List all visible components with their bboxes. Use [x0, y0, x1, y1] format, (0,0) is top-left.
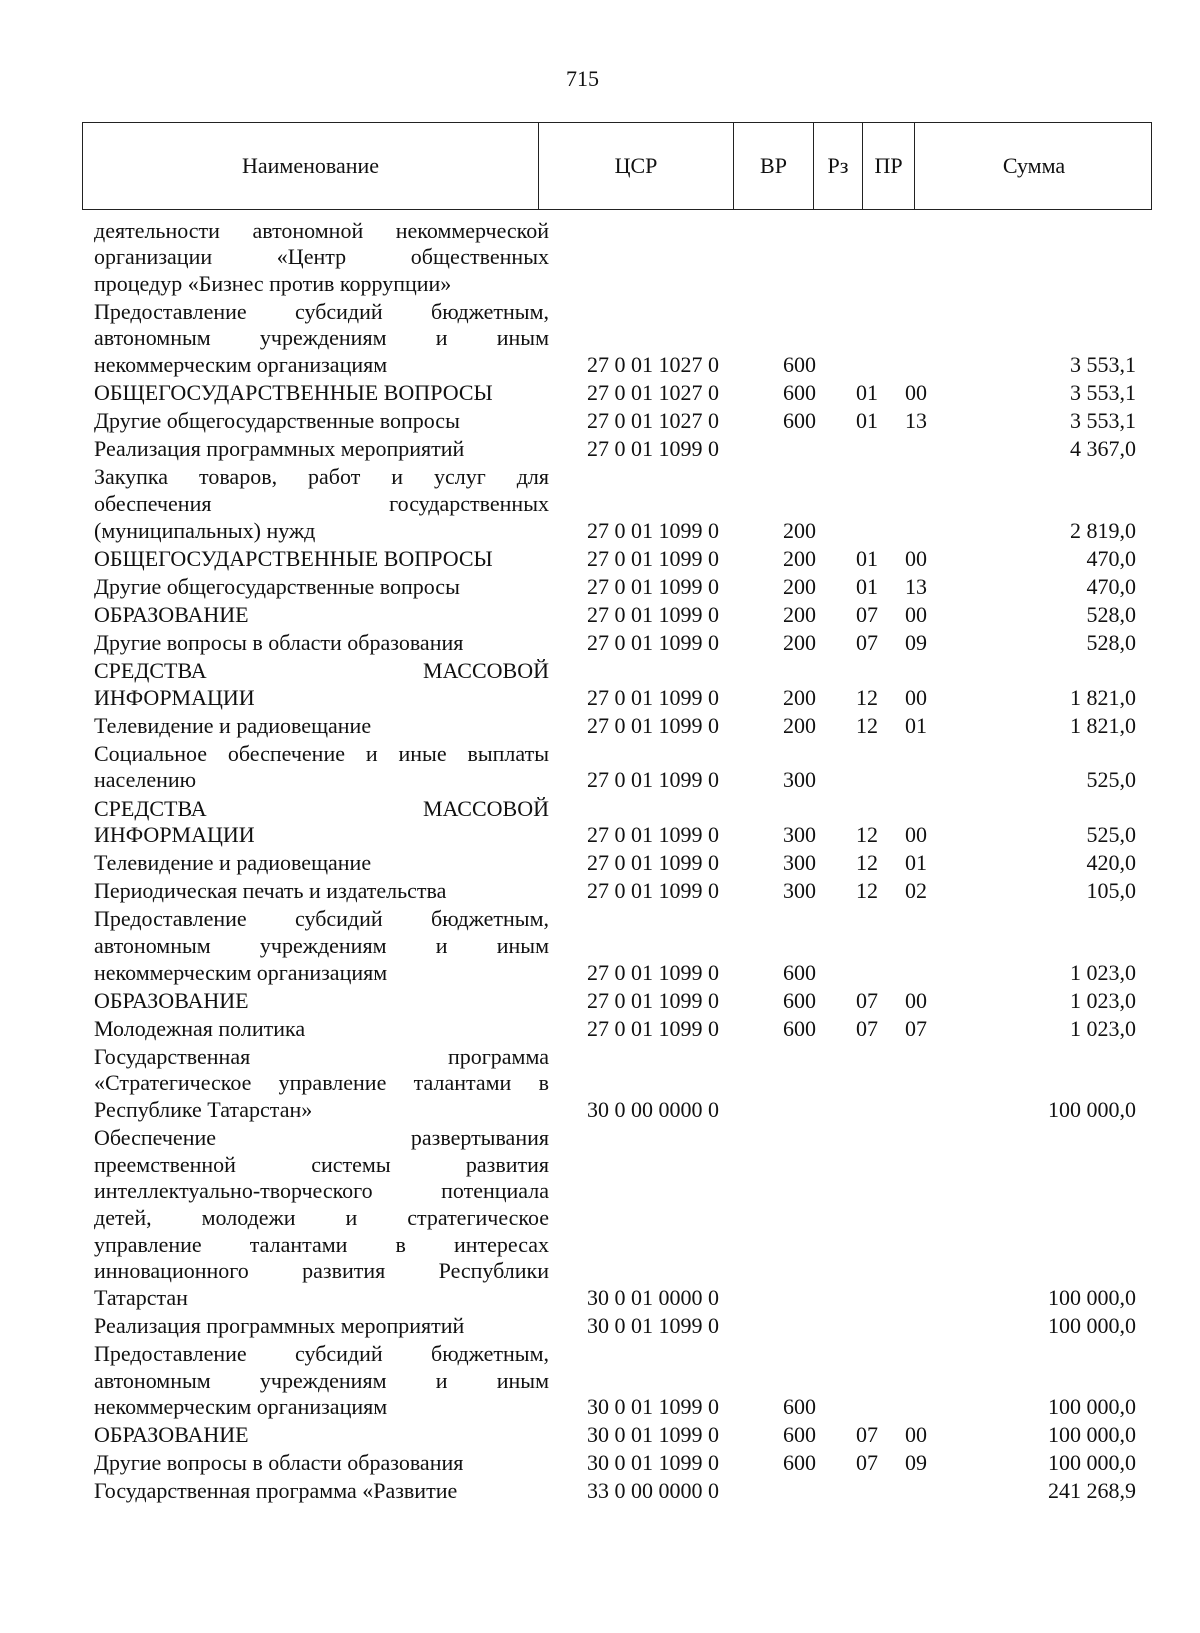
table-row	[0, 905, 1200, 986]
table-row	[0, 1449, 1200, 1477]
row-name-line: Предоставление субсидий бюджетным,	[94, 298, 549, 324]
row-name-line: ИНФОРМАЦИИ	[94, 822, 255, 848]
row-pr: 00	[905, 545, 927, 571]
row-sum: 525,0	[1086, 767, 1136, 793]
row-pr: 13	[905, 408, 927, 434]
row-name-line: ИНФОРМАЦИИ	[94, 684, 255, 710]
row-name-line: Государственная программа	[94, 1043, 549, 1069]
row-csr: 30 0 01 1099 0	[587, 1450, 719, 1476]
row-csr: 27 0 01 1099 0	[587, 822, 719, 848]
table-row	[0, 628, 1200, 656]
row-sum: 470,0	[1086, 573, 1136, 599]
table-header	[82, 122, 1152, 210]
row-csr: 33 0 00 0000 0	[587, 1478, 719, 1504]
row-name-line: обеспечения государственных	[94, 490, 549, 516]
row-pr: 01	[905, 712, 927, 738]
row-vr: 300	[783, 822, 816, 848]
row-name-line: Другие вопросы в области образования	[94, 1450, 464, 1476]
row-name	[94, 1044, 549, 1124]
row-name-line: Республике Татарстан»	[94, 1097, 313, 1123]
header-csr: ЦСР	[539, 123, 734, 209]
header-sum: Сумма	[1002, 153, 1066, 178]
row-vr: 200	[783, 517, 816, 543]
row-name	[94, 602, 549, 629]
table-row	[0, 600, 1200, 628]
row-name	[94, 380, 549, 407]
row-sum: 100 000,0	[1048, 1422, 1136, 1448]
row-name-line: СРЕДСТВА МАССОВОЙ	[94, 795, 549, 821]
row-vr: 600	[783, 959, 816, 985]
row-name	[94, 1125, 549, 1311]
row-name-line: СРЕДСТВА МАССОВОЙ	[94, 658, 549, 684]
row-name	[94, 741, 549, 794]
row-rz: 12	[856, 712, 878, 738]
row-pr: 02	[905, 878, 927, 904]
row-csr: 27 0 01 1027 0	[587, 408, 719, 434]
row-pr: 09	[905, 629, 927, 655]
row-rz: 12	[856, 878, 878, 904]
row-pr: 00	[905, 601, 927, 627]
table-row	[0, 1042, 1200, 1123]
row-name	[94, 218, 549, 298]
row-sum: 3 553,1	[1070, 380, 1136, 406]
header-rz: Рз	[814, 123, 863, 209]
row-vr: 600	[783, 352, 816, 377]
row-rz: 12	[856, 850, 878, 876]
row-name	[94, 630, 549, 657]
row-csr: 27 0 01 1099 0	[587, 850, 719, 876]
row-sum: 528,0	[1086, 629, 1136, 655]
row-sum: 528,0	[1086, 601, 1136, 627]
row-csr: 27 0 01 1099 0	[587, 1015, 719, 1041]
row-csr: 30 0 01 1099 0	[587, 1394, 719, 1420]
row-vr: 300	[783, 850, 816, 876]
row-csr: 27 0 01 1099 0	[587, 987, 719, 1013]
row-name	[94, 436, 549, 463]
table-row	[0, 794, 1200, 849]
table-row	[0, 986, 1200, 1014]
row-sum: 3 553,1	[1070, 352, 1136, 377]
row-name	[94, 1422, 549, 1449]
row-name-line: некоммерческим организациям	[94, 959, 388, 985]
row-name-line: Молодежная политика	[94, 1015, 306, 1041]
row-pr: 09	[905, 1450, 927, 1476]
row-name-line: Периодическая печать и издательства	[94, 878, 447, 904]
row-vr: 600	[783, 987, 816, 1013]
table-row	[0, 1477, 1200, 1505]
row-name	[94, 546, 549, 573]
row-sum: 1 023,0	[1070, 959, 1136, 985]
row-sum: 1 821,0	[1070, 712, 1136, 738]
row-name	[94, 988, 549, 1015]
row-name-line: ОБРАЗОВАНИЕ	[94, 601, 249, 627]
row-pr: 01	[905, 850, 927, 876]
row-name-line: Социальное обеспечение и иные выплаты	[94, 740, 549, 766]
row-vr: 300	[783, 878, 816, 904]
row-vr: 600	[783, 1422, 816, 1448]
row-sum: 4 367,0	[1070, 436, 1136, 462]
row-name	[94, 878, 549, 905]
row-name-line: Другие вопросы в области образования	[94, 629, 464, 655]
row-rz: 01	[856, 380, 878, 406]
row-vr: 200	[783, 629, 816, 655]
row-vr: 600	[783, 380, 816, 406]
row-sum: 3 553,1	[1070, 408, 1136, 434]
row-sum: 105,0	[1086, 878, 1136, 904]
row-rz: 12	[856, 684, 878, 710]
table-row	[0, 297, 1200, 378]
row-name	[94, 1450, 549, 1477]
row-csr: 30 0 01 0000 0	[587, 1284, 719, 1310]
row-name-line: интеллектуально-творческого потенциала	[94, 1178, 549, 1204]
row-name	[94, 1341, 549, 1421]
row-pr: 00	[905, 987, 927, 1013]
table-row	[0, 877, 1200, 905]
row-vr: 600	[783, 1450, 816, 1476]
row-name-line: организации «Центр общественных	[94, 244, 549, 270]
row-name-line: Закупка товаров, работ и услуг для	[94, 464, 549, 490]
row-rz: 07	[856, 601, 878, 627]
row-sum: 241 268,9	[1048, 1478, 1136, 1504]
row-csr: 27 0 01 1099 0	[587, 517, 719, 543]
row-csr: 27 0 01 1027 0	[587, 352, 719, 377]
row-name-line: (муниципальных) нужд	[94, 517, 316, 543]
row-name-line: Обеспечение развертывания	[94, 1125, 549, 1151]
row-vr: 200	[783, 573, 816, 599]
header-name: Наименование	[83, 123, 539, 209]
row-sum: 100 000,0	[1048, 1312, 1136, 1338]
row-rz: 07	[856, 629, 878, 655]
row-name-line: ОБЩЕГОСУДАРСТВЕННЫЕ ВОПРОСЫ	[94, 545, 493, 571]
row-sum: 100 000,0	[1048, 1284, 1136, 1310]
row-vr: 600	[783, 1394, 816, 1420]
row-name	[94, 574, 549, 601]
table-body	[0, 216, 1200, 1505]
row-csr: 27 0 01 1099 0	[587, 436, 719, 462]
row-name-line: Другие общегосударственные вопросы	[94, 408, 460, 434]
table-row	[0, 1339, 1200, 1420]
row-vr: 200	[783, 601, 816, 627]
row-name	[94, 796, 549, 849]
row-sum: 100 000,0	[1048, 1450, 1136, 1476]
row-name	[94, 408, 549, 435]
table-row	[0, 407, 1200, 435]
row-name	[94, 299, 549, 379]
row-rz: 07	[856, 1450, 878, 1476]
row-sum: 1 023,0	[1070, 1015, 1136, 1041]
row-sum: 2 819,0	[1070, 517, 1136, 543]
table-row	[0, 435, 1200, 463]
header-pr: ПР	[863, 123, 915, 209]
row-rz: 12	[856, 822, 878, 848]
table-row	[0, 572, 1200, 600]
row-csr: 27 0 01 1099 0	[587, 629, 719, 655]
row-csr: 30 0 00 0000 0	[587, 1097, 719, 1123]
row-csr: 27 0 01 1099 0	[587, 878, 719, 904]
row-name-line: инновационного развития Республики	[94, 1258, 549, 1284]
row-name-line: автономным учреждениям и иным	[94, 325, 549, 351]
row-name-line: детей, молодежи и стратегическое	[94, 1204, 549, 1230]
table-row	[0, 849, 1200, 877]
row-name-line: Реализация программных мероприятий	[94, 1312, 465, 1338]
table-row	[0, 657, 1200, 712]
row-vr: 600	[783, 1015, 816, 1041]
table-row	[0, 463, 1200, 544]
row-csr: 27 0 01 1099 0	[587, 767, 719, 793]
table-row	[0, 544, 1200, 572]
row-pr: 13	[905, 573, 927, 599]
row-name-line: ОБРАЗОВАНИЕ	[94, 1422, 249, 1448]
row-name-line: Телевидение и радиовещание	[94, 850, 372, 876]
row-pr: 00	[905, 380, 927, 406]
row-csr: 27 0 01 1099 0	[587, 712, 719, 738]
table-row	[0, 739, 1200, 794]
row-csr: 27 0 01 1099 0	[587, 545, 719, 571]
table-row	[0, 1311, 1200, 1339]
row-name-line: Реализация программных мероприятий	[94, 436, 465, 462]
row-vr: 300	[783, 767, 816, 793]
row-name-line: некоммерческим организациям	[94, 1394, 388, 1420]
row-name-line: деятельности автономной некоммерческой	[94, 217, 549, 243]
row-name-line: ОБЩЕГОСУДАРСТВЕННЫЕ ВОПРОСЫ	[94, 380, 493, 406]
row-name	[94, 1313, 549, 1340]
row-name	[94, 1016, 549, 1043]
table-row	[0, 1124, 1200, 1312]
row-rz: 07	[856, 1015, 878, 1041]
row-name-line: Татарстан	[94, 1284, 188, 1310]
row-sum: 525,0	[1086, 822, 1136, 848]
row-rz: 01	[856, 545, 878, 571]
row-vr: 600	[783, 408, 816, 434]
header-vr: ВР	[734, 123, 814, 209]
row-name	[94, 850, 549, 877]
row-vr: 200	[783, 545, 816, 571]
table-row	[0, 379, 1200, 407]
row-pr: 00	[905, 822, 927, 848]
row-rz: 07	[856, 1422, 878, 1448]
row-csr: 27 0 01 1099 0	[587, 573, 719, 599]
row-csr: 27 0 01 1099 0	[587, 684, 719, 710]
row-sum: 1 023,0	[1070, 987, 1136, 1013]
row-name	[94, 464, 549, 544]
row-vr: 200	[783, 712, 816, 738]
row-name	[94, 1478, 549, 1505]
page-number: 715	[566, 66, 599, 91]
row-name-line: Государственная программа «Развитие	[94, 1478, 458, 1504]
row-csr: 30 0 01 1099 0	[587, 1312, 719, 1338]
row-name-line: ОБРАЗОВАНИЕ	[94, 987, 249, 1013]
row-csr: 30 0 01 1099 0	[587, 1422, 719, 1448]
row-name-line: Предоставление субсидий бюджетным,	[94, 1340, 549, 1366]
row-name-line: управление талантами в интересах	[94, 1231, 549, 1257]
row-vr: 200	[783, 684, 816, 710]
row-pr: 00	[905, 1422, 927, 1448]
row-sum: 420,0	[1086, 850, 1136, 876]
row-name-line: преемственной системы развития	[94, 1151, 549, 1177]
row-pr: 00	[905, 684, 927, 710]
row-name-line: Телевидение и радиовещание	[94, 712, 372, 738]
row-rz: 07	[856, 987, 878, 1013]
table-row	[0, 1014, 1200, 1042]
row-csr: 27 0 01 1027 0	[587, 380, 719, 406]
row-name	[94, 713, 549, 740]
row-name-line: автономным учреждениям и иным	[94, 933, 549, 958]
row-sum: 1 821,0	[1070, 684, 1136, 710]
row-name-line: процедур «Бизнес против коррупции»	[94, 270, 452, 296]
row-name-line: Другие общегосударственные вопросы	[94, 573, 460, 599]
row-name-line: автономным учреждениям и иным	[94, 1367, 549, 1393]
row-sum: 100 000,0	[1048, 1097, 1136, 1123]
row-name-line: «Стратегическое управление талантами в	[94, 1070, 549, 1096]
table-row	[0, 1421, 1200, 1449]
table-row	[0, 711, 1200, 739]
row-csr: 27 0 01 1099 0	[587, 601, 719, 627]
row-rz: 01	[856, 408, 878, 434]
row-pr: 07	[905, 1015, 927, 1041]
row-rz: 01	[856, 573, 878, 599]
row-sum: 100 000,0	[1048, 1394, 1136, 1420]
row-csr: 27 0 01 1099 0	[587, 959, 719, 985]
row-name-line: некоммерческим организациям	[94, 352, 388, 377]
row-name-line: Предоставление субсидий бюджетным,	[94, 906, 549, 932]
row-name	[94, 658, 549, 711]
row-sum: 470,0	[1086, 545, 1136, 571]
row-name-line: населению	[94, 767, 197, 793]
row-name	[94, 906, 549, 986]
table-row	[0, 216, 1200, 297]
